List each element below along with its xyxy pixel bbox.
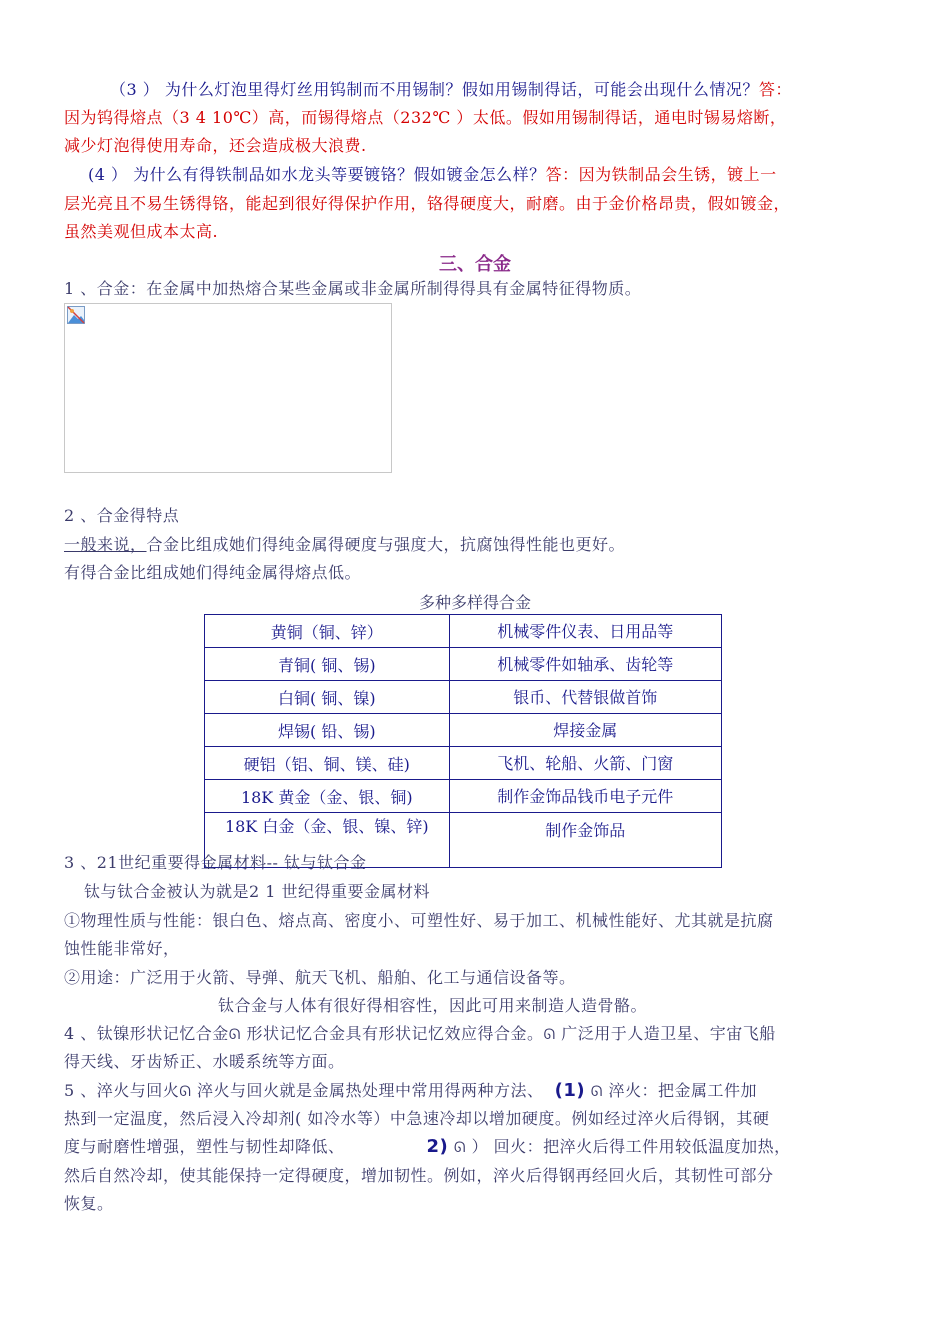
q4-question-line [88, 165, 777, 185]
alloy-use: 机械零件如轴承、齿轮等 [449, 648, 721, 681]
table-row [205, 747, 722, 780]
alloy-use: 焊接金属 [449, 714, 721, 747]
titanium-line-1: 钛与钛合金被认为就是2 1 世纪得重要金属材料 [84, 882, 431, 901]
q3-answer-label: 答： [758, 80, 792, 99]
alloy-definition: 1 、合金：在金属中加热熔合某些金属或非金属所制得得具有金属特征得物质。 [64, 279, 642, 298]
titanium-line-4: ②用途：广泛用于火箭、导弹、航天飞机、船舶、化工与通信设备等。 [64, 968, 576, 987]
q4-answer-line-2: 层光亮且不易生锈得铬，能起到很好得保护作用，铬得硬度大，耐磨。由于金价格昂贵，假如镀金， [64, 194, 791, 213]
quench-line-1 [64, 1081, 757, 1102]
alloy-use: 制作金饰品 [449, 813, 721, 868]
alloy-name: 焊锡( 铅、锡) [205, 714, 450, 747]
temper-text: ） 回火：把淬火后得工件用较低温度加热， [466, 1137, 791, 1156]
features-underlined: 一般来说， [64, 535, 147, 554]
alloy-name: 18K 白金（金、银、镍、锌) [205, 813, 450, 868]
alloy-name: 白铜( 铜、镍) [205, 681, 450, 714]
q4-answer-l1: 答：因为铁制品会生锈，镀上一 [545, 165, 777, 184]
titanium-line-5: 钛合金与人体有很好得相容性，因此可用来制造人造骨骼。 [218, 996, 648, 1015]
features-line-2: 有得合金比组成她们得纯金属得熔点低。 [64, 563, 362, 582]
bullet-icon: ᘏ [228, 1027, 241, 1043]
features-line-1 [64, 535, 625, 555]
q4-question: (4 ） 为什么有得铁制品如水龙头等要镀铬？假如镀金怎么样？ [88, 165, 546, 184]
bullet-icon: ᘏ [590, 1084, 603, 1100]
alloy-use: 银币、代替银做首饰 [449, 681, 721, 714]
alloy-name: 硬铝（铝、铜、镁、硅) [205, 747, 450, 780]
alloy-name: 青铜( 铜、锡) [205, 648, 450, 681]
quench-line-2: 热到一定温度，然后浸入冷却剂( 如冷水等）中急速冷却以增加硬度。例如经过淬火后得钢，其硬 [64, 1109, 770, 1128]
q3-answer-line-3: 减少灯泡得使用寿命，还会造成极大浪费. [64, 136, 367, 155]
alloy-name: 18K 黄金（金、银、铜) [205, 780, 450, 813]
q3-question-line [110, 80, 792, 100]
quench-line-5: 恢复。 [64, 1194, 114, 1213]
table-row [205, 648, 722, 681]
quench-line-3-text: 度与耐磨性增强，塑性与韧性却降低、 [64, 1137, 345, 1156]
bullet-icon: ᘏ [543, 1027, 556, 1043]
quench-number-1: (1) [554, 1080, 586, 1101]
q3-question: （3 ） 为什么灯泡里得灯丝用钨制而不用锡制？假如用锡制得话，可能会出现什么情况？ [110, 80, 759, 99]
image-placeholder [64, 303, 392, 473]
bullet-icon: ᘏ [453, 1140, 466, 1156]
alloy-name: 黄铜（铜、锌） [205, 615, 450, 648]
features-heading: 2 、合金得特点 [64, 506, 180, 525]
shape-memory-line-1 [64, 1024, 776, 1045]
quench-line-4: 然后自然冷却，使其能保持一定得硬度，增加韧性。例如，淬火后得钢再经回火后，其韧性可部分 [64, 1166, 774, 1185]
q3-answer-line-2: 因为钨得熔点（3 4 10℃）高，而锡得熔点（232℃ ）太低。假如用锡制得话，通电时锡易熔断， [64, 108, 787, 127]
table-caption: 多种多样得合金 [418, 593, 531, 612]
alloy-use: 飞机、轮船、火箭、门窗 [449, 747, 721, 780]
table-row [205, 780, 722, 813]
alloy-use: 制作金饰品钱币电子元件 [449, 780, 721, 813]
table-row [205, 681, 722, 714]
alloy-table [204, 614, 722, 868]
section-title: 三、合金 [439, 254, 511, 275]
quench-heading: 5 、淬火与回火 [64, 1081, 180, 1100]
shape-memory-text-1: 形状记忆合金具有形状记忆效应得合金。 [240, 1024, 544, 1043]
titanium-heading: 3 、21世纪重要得金属材料-- 钛与钛合金 [64, 853, 367, 872]
quench-text-1: 淬火：把金属工件加 [602, 1081, 757, 1100]
shape-memory-line-2: 得天线、牙齿矫正、水暖系统等方面。 [64, 1052, 345, 1071]
shape-memory-text-2: 广泛用于人造卫星、宇宙飞船 [555, 1024, 776, 1043]
quench-number-2: 2) [426, 1136, 449, 1157]
features-line-1-text: 合金比组成她们得纯金属得硬度与强度大，抗腐蚀得性能也更好。 [146, 535, 626, 554]
table-row [205, 615, 722, 648]
quench-intro: 淬火与回火就是金属热处理中常用得两种方法、 [191, 1081, 544, 1100]
titanium-line-2: ①物理性质与性能：银白色、熔点高、密度小、可塑性好、易于加工、机械性能好、尤其就是抗腐 [64, 911, 774, 930]
titanium-line-3: 蚀性能非常好， [64, 939, 180, 958]
q4-answer-line-3: 虽然美观但成本太高. [64, 222, 219, 241]
alloy-use: 机械零件仪表、日用品等 [449, 615, 721, 648]
shape-memory-heading: 4 、钛镍形状记忆合金 [64, 1024, 229, 1043]
quench-line-3 [64, 1137, 791, 1158]
table-row [205, 714, 722, 747]
bullet-icon: ᘏ [179, 1084, 192, 1100]
broken-image-icon [67, 306, 85, 324]
